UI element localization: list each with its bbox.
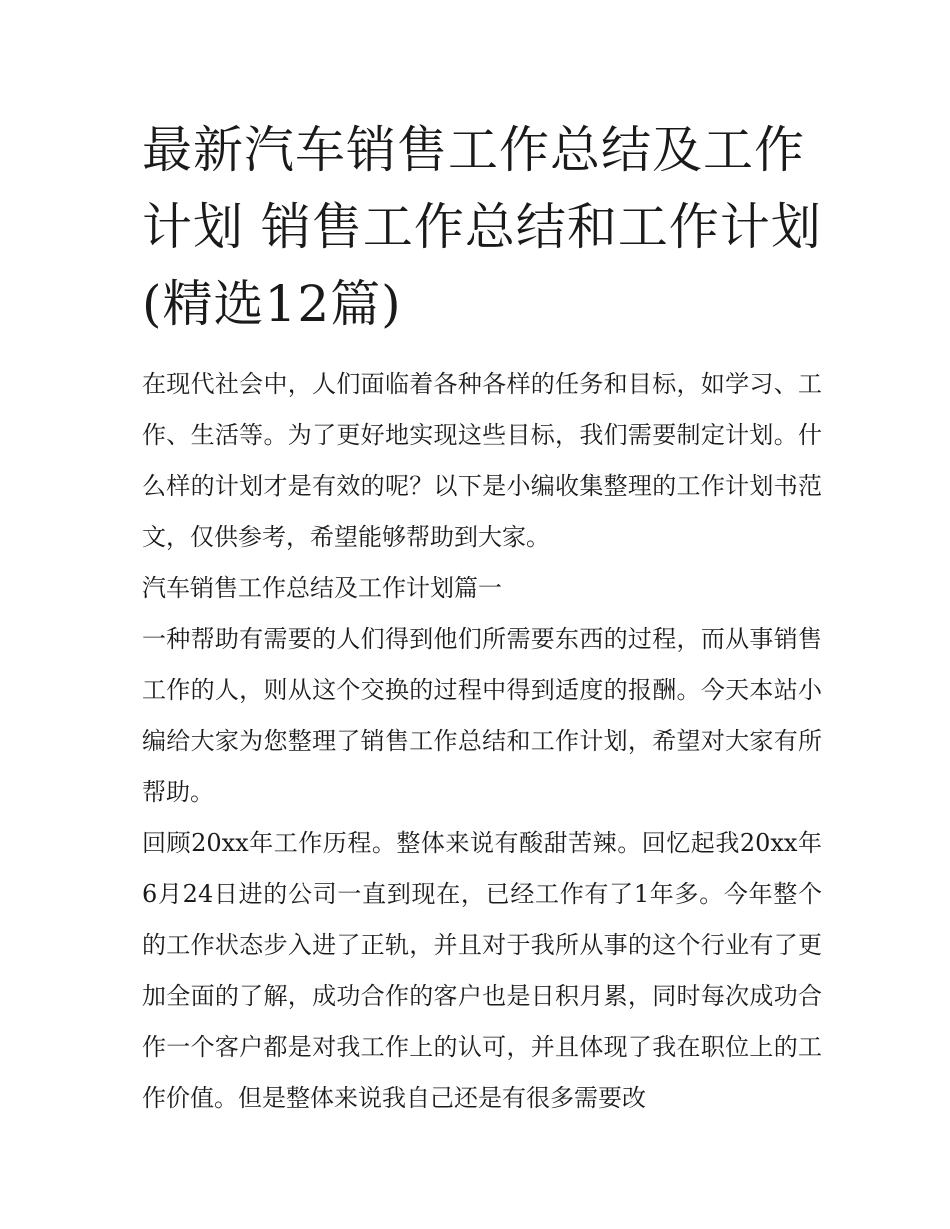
section-heading: 汽车销售工作总结及工作计划篇一 xyxy=(142,574,502,602)
body-paragraph: 一种帮助有需要的人们得到他们所需要东西的过程，而从事销售工作的人，则从这个交换的过程中得到适度的报酬。今天本站小编给大家为您整理了销售工作总结和工作计划，希望对大家有所帮助。 xyxy=(142,625,822,806)
document-title: 最新汽车销售工作总结及工作计划 销售工作总结和工作计划(精选12篇) xyxy=(142,121,822,333)
document-page xyxy=(142,112,822,1124)
body-paragraph: 回顾20xx年工作历程。整体来说有酸甜苦辣。回忆起我20xx年6月24日进的公司一直到现在，已经工作有了1年多。今年整个的工作状态步入进了正轨，并且对于我所从事的这个行业有了更加全面的了解，成功合作的客户也是日积月累，同时每次成功合作一个客户都是对我工作上的认可，并且体现了我在职位上的工作价值。但是整体来说我自己还是有很多需要改 xyxy=(142,829,822,1112)
intro-paragraph: 在现代社会中，人们面临着各种各样的任务和目标，如学习、工作、生活等。为了更好地实现这些目标，我们需要制定计划。什么样的计划才是有效的呢？以下是小编收集整理的工作计划书范文，仅供参考，希望能够帮助到大家。 xyxy=(142,370,822,551)
